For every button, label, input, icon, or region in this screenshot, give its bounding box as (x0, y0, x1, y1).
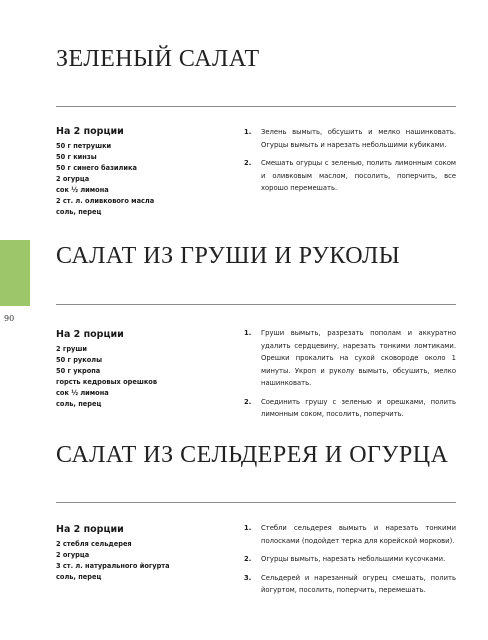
step-number: 2. (244, 397, 252, 406)
ingredient-item: 50 г кинзы (56, 153, 97, 161)
portions-label: На 2 порции (56, 524, 124, 535)
step-text: Огурцы вымыть, нарезать небольшими кусочками. (261, 555, 446, 563)
recipe-title: САЛАТ ИЗ ГРУШИ И РУКОЛЫ (56, 243, 401, 269)
section-divider (56, 304, 456, 305)
steps-list (244, 522, 456, 603)
ingredient-item: 2 ст. л. оливкового масла (56, 197, 155, 205)
ingredients-block (56, 329, 226, 410)
ingredients-block (56, 524, 226, 583)
ingredient-list (56, 344, 226, 410)
recipe-title: САЛАТ ИЗ СЕЛЬДЕРЕЯ И ОГУРЦА (56, 442, 449, 468)
ingredient-item: 50 г синего базилика (56, 164, 137, 172)
ingredient-item: 50 г петрушки (56, 142, 112, 150)
ingredient-list (56, 141, 226, 218)
ingredient-item: 2 огурца (56, 175, 90, 183)
page-number: 90 (4, 314, 15, 323)
ingredient-item: 2 стебля сельдерея (56, 540, 132, 548)
portions-label: На 2 порции (56, 329, 124, 340)
ingredient-item: горсть кедровых орешков (56, 378, 157, 386)
ingredient-item: сок ½ лимона (56, 389, 109, 397)
step-item (244, 396, 456, 421)
ingredient-item: 3 ст. л. натурального йогурта (56, 562, 170, 570)
ingredient-list (56, 539, 226, 583)
ingredient-item: соль, перец (56, 400, 102, 408)
step-text: Соединить грушу с зеленью и орешками, полить лимонным соком, посолить, поперчить. (261, 397, 456, 418)
step-number: 3. (244, 573, 252, 582)
step-number: 2. (244, 159, 252, 167)
step-item (244, 553, 456, 566)
ingredient-item: 50 г укропа (56, 367, 101, 375)
ingredient-item: соль, перец (56, 208, 102, 216)
step-item (244, 157, 456, 195)
ingredients-block (56, 126, 226, 218)
section-divider (56, 106, 456, 107)
step-item (244, 522, 456, 547)
steps-list (244, 126, 456, 201)
step-item (244, 126, 456, 151)
ingredient-item: 50 г руколы (56, 356, 103, 364)
step-number: 2. (244, 555, 252, 563)
section-divider (56, 502, 456, 503)
step-number: 1. (244, 524, 252, 532)
step-text: Зелень вымыть, обсушить и мелко нашинковать. Огурцы вымыть и нарезать небольшими кубиками. (261, 128, 456, 149)
ingredient-item: 2 груши (56, 345, 87, 353)
recipe-title: ЗЕЛЕНЫЙ САЛАТ (56, 46, 260, 72)
step-number: 1. (244, 329, 252, 337)
step-item (244, 572, 456, 597)
ingredient-item: 2 огурца (56, 551, 90, 559)
step-text: Стебли сельдерея вымыть и нарезать тонкими полосками (подойдет терка для корейской моркови). (261, 524, 456, 545)
ingredient-item: соль, перец (56, 573, 102, 581)
steps-list (244, 327, 456, 427)
step-text: Груши вымыть, разрезать пополам и аккуратно удалить сердцевину, нарезать тонкими ломтиками. Орешки прокалить на сухой сковороде около 1 минуты. Укроп и руколу вымыть, обсушить, мелко нашинковать. (261, 329, 456, 387)
step-number: 1. (244, 128, 252, 136)
step-text: Смешать огурцы с зеленью, полить лимонным соком и оливковым маслом, посолить, поперчить, все хорошо перемешать. (261, 159, 456, 192)
portions-label: На 2 порции (56, 126, 124, 137)
chapter-color-tab (0, 240, 30, 306)
ingredient-item: сок ½ лимона (56, 186, 109, 194)
step-text: Сельдерей и нарезанный огурец смешать, полить йогуртом, посолить, поперчить, перемешать. (261, 573, 456, 594)
step-item (244, 327, 456, 390)
